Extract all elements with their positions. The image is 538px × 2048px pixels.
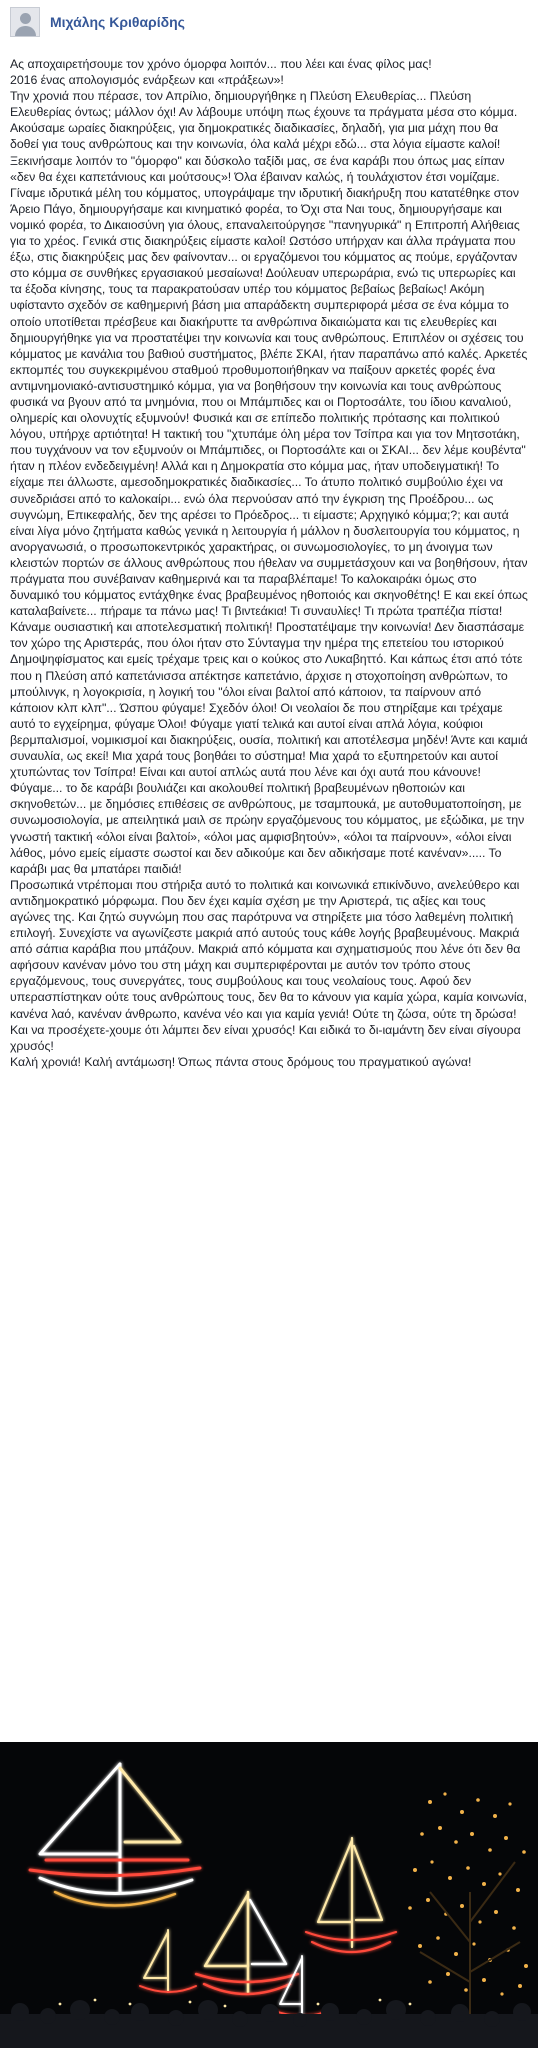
christmas-lights-boats-image — [0, 1742, 538, 2048]
post-header — [0, 0, 538, 44]
post-paragraph: Την χρονιά που πέρασε, τον Απρίλιο, δημιουργήθηκε η Πλεύση Ελευθερίας... Πλεύση Ελευθερίας όντως; μάλλον όχι! Αν λάβουμε υπόψη πως έχουνε τα πράγματα μέσα στο κόμμα. Ακούσαμε ωραίες διακηρύξεις, για δημοκρατικές διαδικασίες, δηλαδή, για μια μάχη που θα δοθεί για τους ανθρώπους και την κοινωνία, όλα καλά μέχρι εδώ... στα λόγια είμαστε καλοί! Ξεκινήσαμε λοιπόν το "όμορφο" και δύσκολο ταξίδι μας, σε ένα καράβι που όπως μας είπαν «δεν θα έχει καπετάνιους και μούτσους»! Όλα έβαιναν καλώς, ή τουλάχιστον έτσι νομίζαμε. Γίναμε ιδρυτικά μέλη του κόμματος, υπογράψαμε την ιδρυτική διακήρυξη που κατατέθηκε στον Άρειο Πάγο, δημιουργήσαμε και κινηματικό φορέα, το Όχι στα Ναι τους, δημιουργήσαμε και νομικό φορέα, το Δικαιοσύνη για όλους, επαναλειτούργησε "πανηγυρικά" η Επιτροπή Αλήθειας για το χρέος. Γενικά στις διακηρύξεις είμαστε καλοί! Ωστόσο υπήρχαν και άλλα πράγματα που έξω, στις διακηρύξεις μας δεν φαίνονταν... οι εργαζόμενοι του κόμματος ας πούμε, εργάζονταν στο κόμμα σε συνθήκες εργασιακού μεσαίωνα! Δούλευαν υπερωράρια, ενώ τις υπερωρίες και τα έξοδα κίνησης, τους τα παρακρατούσαν υπέρ του κόμματος βεβαίως βεβαίως! Ακόμη υφίσταντο σχεδόν σε καθημερινή βάση μια απαράδεκτη συμπεριφορά μέσα σε ένα κόμμα το οποίο υποτίθεται πρέσβευε και διακήρυττε τα ανθρώπινα δικαιώματα και τις ελευθερίες και δημιουργήθηκε για να προστατέψει την κοινωνία και τους ανθρώπους. Επιπλέον οι σχέσεις του κόμματος με κανάλια του βαθιού συστήματος, βλέπε ΣΚΑΙ, ήταν παραπάνω από καλές. Αρκετές εκπομπές του συγκεκριμένου σταθμού προθυμοποιήθηκαν να παίξουν αρκετές φορές ένα αντιμνημονιακό-αντισυστημικό κόμμα, για να βοηθήσουν την κοινωνία και τους ανθρώπους φυσικά να βγουν από τα μνημόνια, που οι Μπάμπιδες και οι Πορτοσάλτε, του ίδιου καναλιού, ολημερίς και ολονυχτίς εξυμνούν! Φυσικά και σε επίπεδο πολιτικής πρότασης και πολιτικού λόγου, υπήρχε αρτιότητα! Η τακτική του "χτυπάμε όλη μέρα τον Τσίπρα και για τον Μητσοτάκη, που τυγχάνουν να τον εξυμνούν οι Μπάμπιδες, οι Πορτοσάλτε και οι ΣΚΑΙ... δεν λέμε κουβέντα" ήταν η πλέον ενδεδειγμένη! Αλλά και η Δημοκρατία στο κόμμα μας, ήταν υποδειγματική! Το είχαμε πει άλλωστε, αμεσοδημοκρατικές διαδικασίες... Το άτυπο πολιτικό συμβούλιο έχει να συνεδριάσει από το καλοκαίρι... ενώ όλα περνούσαν από την έγκριση της Προέδρου... ως συγνώμη, Επικεφαλής, δεν της αρέσει το Πρόεδρος... τι είμαστε; Αρχηγικό κόμμα;?; και αυτά είναι λίγα μόνο ζητήματα καθώς γενικά η λειτουργία ή μάλλον η δυσλειτουργία του κόμματος, η ανοργανωσιά, ο προσωποκεντρικός χαρακτήρας, οι συνωμοσιολογίες, το μη άνοιγμα των κλειστών πορτών σε άλλους ανθρώπους που ήθελαν να συμμετάσχουν και να βοηθήσουν, ήταν πράγματα που συνέβαιναν καθημερινά και τα παραβλέπαμε! Το καλοκαιράκι όμως στο δυναμικό του κόμματος εντάχθηκε ένας βραβευμένος ηθοποιός και σκηνοθέτης! Ε και εκεί όπως καταλαβαίνετε... πήραμε τα πάνω μας! Τι βιντεάκια! Τι συναυλίες! Τι πρώτα τραπέζια πίστα! Κάναμε ουσιαστική και αποτελεσματική πολιτική! Προστατέψαμε την κοινωνία! Δεν διασπάσαμε τον χώρο της Αριστεράς, που όλοι ήταν στο Σύνταγμα την ημέρα της επετείου του ιστορικού Δημοψηφίσματος και εμείς τρέχαμε τρεις και ο κούκος στο Λυκαβηττό. Και κάπως έτσι από τότε που η Πλεύση από καπετάνισσα απέκτησε καπετάνιο, άρχισε η στοχοποίηση ανθρώπων, το μπούλινγκ, η λογοκρισία, η λογική του "όλοι είναι βαλτοί από κάποιον, τα παίρνουν από κάποιον κλπ κλπ"... Ώσπου φύγαμε! Σχεδόν όλοι! Οι νεολαίοι δε που στηρίξαμε και τρέχαμε αυτό το εγχείρημα, φύγαμε Όλοι! Φύγαμε γιατί τελικά και αυτοί είναι απλά λόγια, κούφιοι βερμπαλισμοί, νομικισμοί και διακηρύξεις, ουσία, πολιτική και αποτέλεσμα μηδέν! Άντε και καμιά συναυλία, ως εκεί! Μια χαρά τους βοηθάει το σύστημα! Μια χαρά το εξυπηρετούν και αυτοί χτυπώντας τον Τσίπρα! Είναι και αυτοί απλώς αυτά που λένε και όχι αυτά που κάνουνε! Φύγαμε... το δε καράβι βουλιάζει και ακολουθεί πολιτική βραβευμένων ηθοποιών και σκηνοθετών... με δημόσιες επιθέσεις σε ανθρώπους, με τσαμπουκά, με αυτοθυματοποίηση, με συνωμοσιολογία, με απειλητικά μαιλ σε πρώην εργαζόμενους του κόμματος, με εξώδικα, με την γνωστή τακτική «όλοι είναι βαλτοί», «όλοι μας αμφισβητούν», «όλοι τα παίρνουν», «όλοι είναι λάθος, μόνο εμείς είμαστε σωστοί και δεν αδικούμε και δεν αδικήσαμε ποτέ κανέναν»..... Το καράβι μας θα μπατάρει παιδιά! — [10, 89, 528, 876]
post-paragraph: 2016 ένας απολογισμός ενάρξεων και «πράξεων»! — [10, 73, 284, 88]
post-paragraph: Ας αποχαιρετήσουμε τον χρόνο όμορφα λοιπόν... που λέει και ένας φίλος μας! — [10, 57, 432, 71]
avatar-head-shape — [20, 13, 31, 24]
post-paragraph: Προσωπικά ντρέπομαι που στήριξα αυτό το πολιτικά και κοινωνικά επικίνδυνο, ανελεύθερο και αντιδημοκρατικό μόρφωμα. Που δεν έχει καμία σχέση με την Αριστερά, τις αξίες και τους αγώνες της. Και ζητώ συγνώμη που σας παρότρυνα να στηρίξετε μια τόσο λαθεμένη πολιτική επιλογή. Συνεχίστε να αγωνίζεστε μακριά από αυτούς τους κάθε λογής βραβευμένους. Μακριά από σάπια καράβια που μπάζουν. Μακριά από κόμματα και σχηματισμούς που λένε ότι δεν θα αφήσουν κανέναν μόνο του στη μάχη και συμπεριφέρονται με αυτόν τον τρόπο στους εργαζόμενους, τους συνεργάτες, τους συμβούλους και τους νεολαίους τους. Αφού δεν υπερασπίστηκαν ούτε τους ανθρώπους τους, δεν θα το κάνουν για καμία χώρα, καμία κοινωνία, κανένα λαό, κανέναν άνθρωπο, κανένα νέο και για καμία γενιά! Ούτε τη ζώσα, ούτε τη δρώσα! — [10, 877, 528, 1021]
crowd-silhouettes — [0, 2000, 538, 2048]
post-text — [0, 44, 538, 1070]
avatar[interactable] — [10, 7, 40, 37]
author-name[interactable]: Μιχάλης Κριθαρίδης — [50, 14, 185, 30]
post-paragraph: Καλή χρονιά! Καλή αντάμωση! Όπως πάντα στους δρόμους του πραγματικού αγώνα! — [10, 1054, 472, 1069]
avatar-body-shape — [15, 26, 36, 37]
post-paragraph: Και να προσέχετε-χουμε ότι λάμπει δεν είναι χρυσός! Και ειδικά το δι-ιαμάντη δεν είναι σίγουρα χρυσός! — [10, 1022, 521, 1053]
post-photo[interactable] — [0, 1742, 538, 2048]
